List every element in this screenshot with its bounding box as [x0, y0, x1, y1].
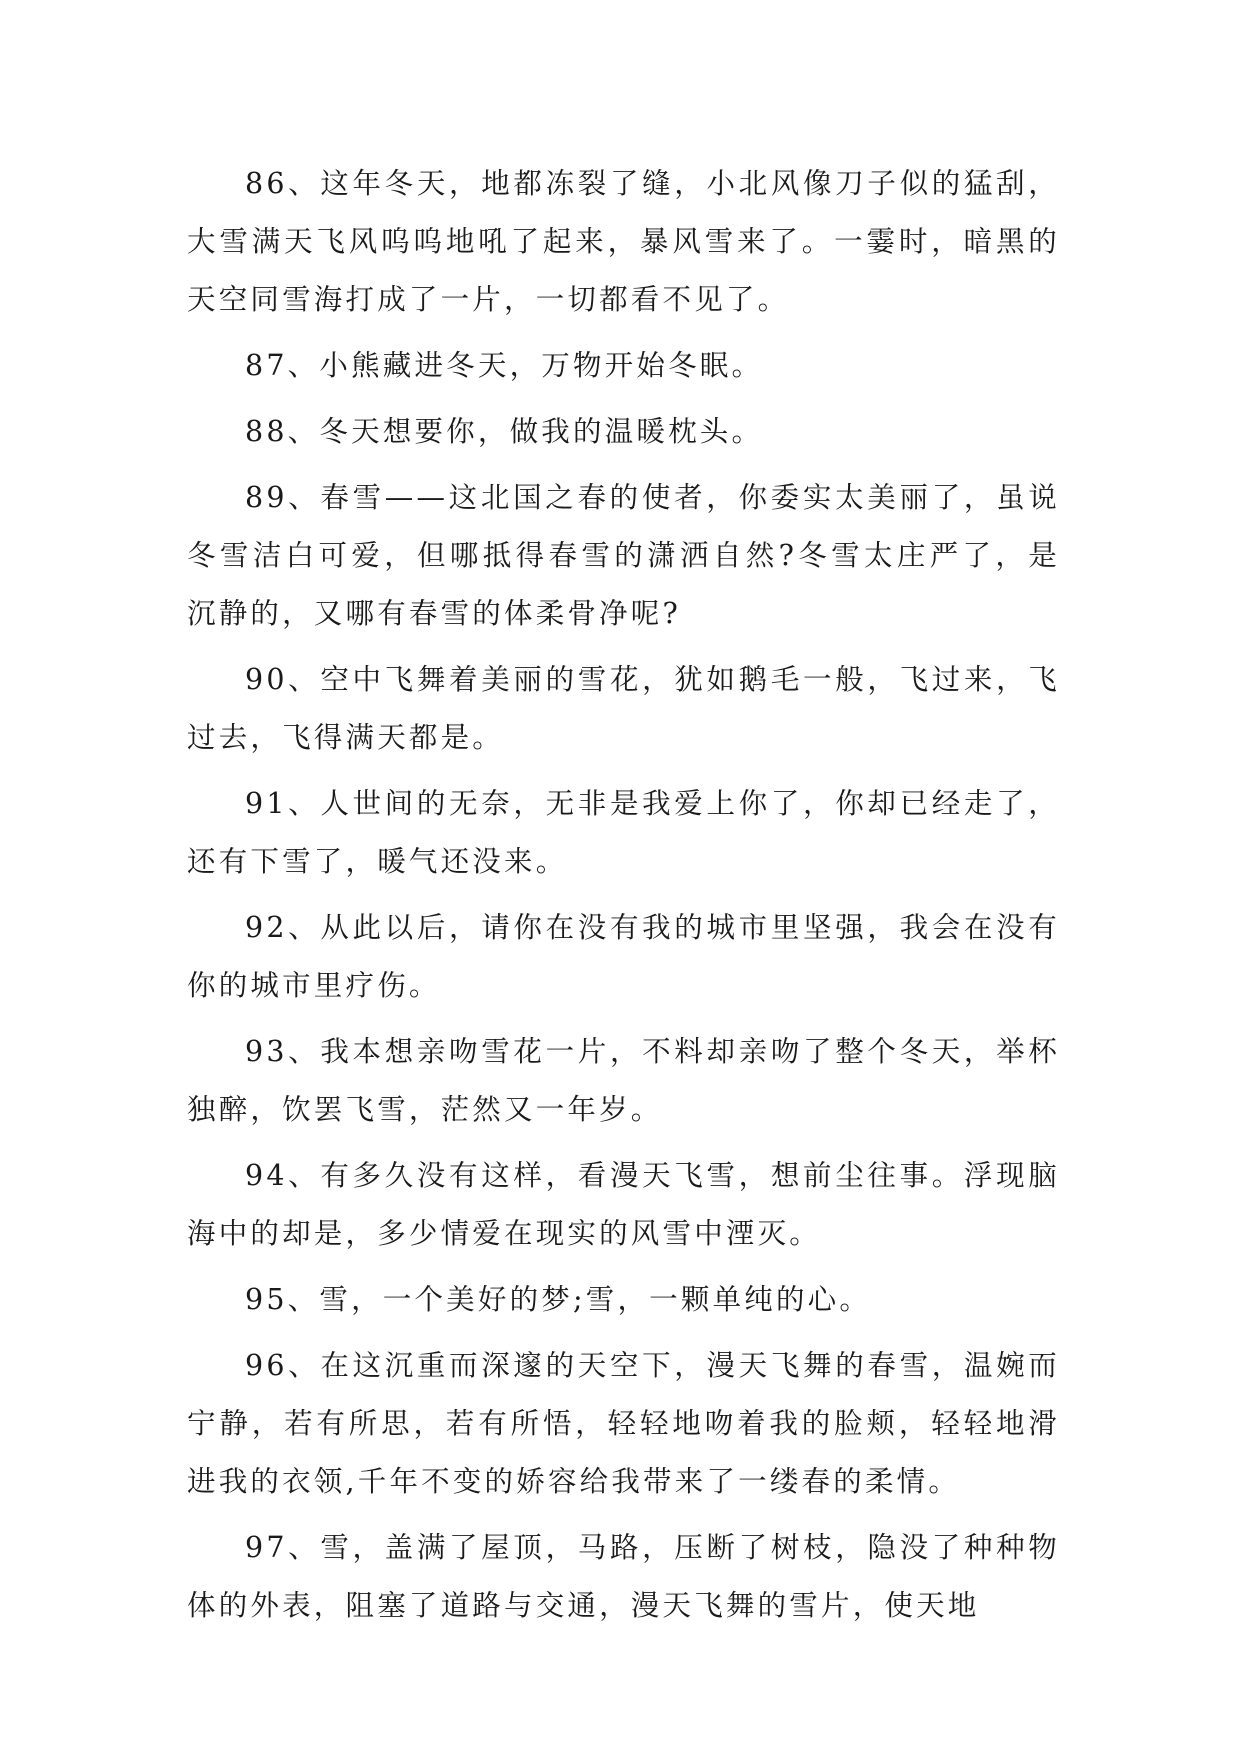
paragraph-89: 89、春雪——这北国之春的使者，你委实太美丽了，虽说冬雪洁白可爱，但哪抵得春雪的潇洒自然?冬雪太庄严了，是沉静的，又哪有春雪的体柔骨净呢? — [187, 481, 1060, 630]
paragraph-90: 90、空中飞舞着美丽的雪花，犹如鹅毛一般，飞过来，飞过去，飞得满天都是。 — [187, 663, 1060, 754]
paragraph-96: 96、在这沉重而深邃的天空下，漫天飞舞的春雪，温婉而宁静，若有所思，若有所悟，轻轻地吻着我的脸颊，轻轻地滑进我的衣领,千年不变的娇容给我带来了一缕春的柔情。 — [187, 1349, 1060, 1498]
paragraph-93: 93、我本想亲吻雪花一片，不料却亲吻了整个冬天，举杯独醉，饮罢飞雪，茫然又一年岁。 — [187, 1035, 1060, 1126]
paragraph-87: 87、小熊藏进冬天，万物开始冬眠。 — [245, 349, 764, 382]
paragraph-97: 97、雪，盖满了屋顶，马路，压断了树枝，隐没了种种物体的外表，阻塞了道路与交通，漫天飞舞的雪片，使天地 — [187, 1531, 1060, 1622]
paragraph-91: 91、人世间的无奈，无非是我爱上你了，你却已经走了，还有下雪了，暖气还没来。 — [187, 787, 1060, 878]
paragraph-94: 94、有多久没有这样，看漫天飞雪，想前尘往事。浮现脑海中的却是，多少情爱在现实的风雪中湮灭。 — [187, 1159, 1060, 1250]
paragraph-92: 92、从此以后，请你在没有我的城市里坚强，我会在没有你的城市里疗伤。 — [187, 911, 1060, 1002]
paragraph-95: 95、雪，一个美好的梦;雪，一颗单纯的心。 — [245, 1283, 872, 1316]
document-body — [187, 155, 1060, 1643]
paragraph-86: 86、这年冬天，地都冻裂了缝，小北风像刀子似的猛刮，大雪满天飞风呜呜地吼了起来，暴风雪来了。一霎时，暗黑的天空同雪海打成了一片，一切都看不见了。 — [187, 167, 1060, 316]
paragraph-88: 88、冬天想要你，做我的温暖枕头。 — [245, 415, 764, 448]
